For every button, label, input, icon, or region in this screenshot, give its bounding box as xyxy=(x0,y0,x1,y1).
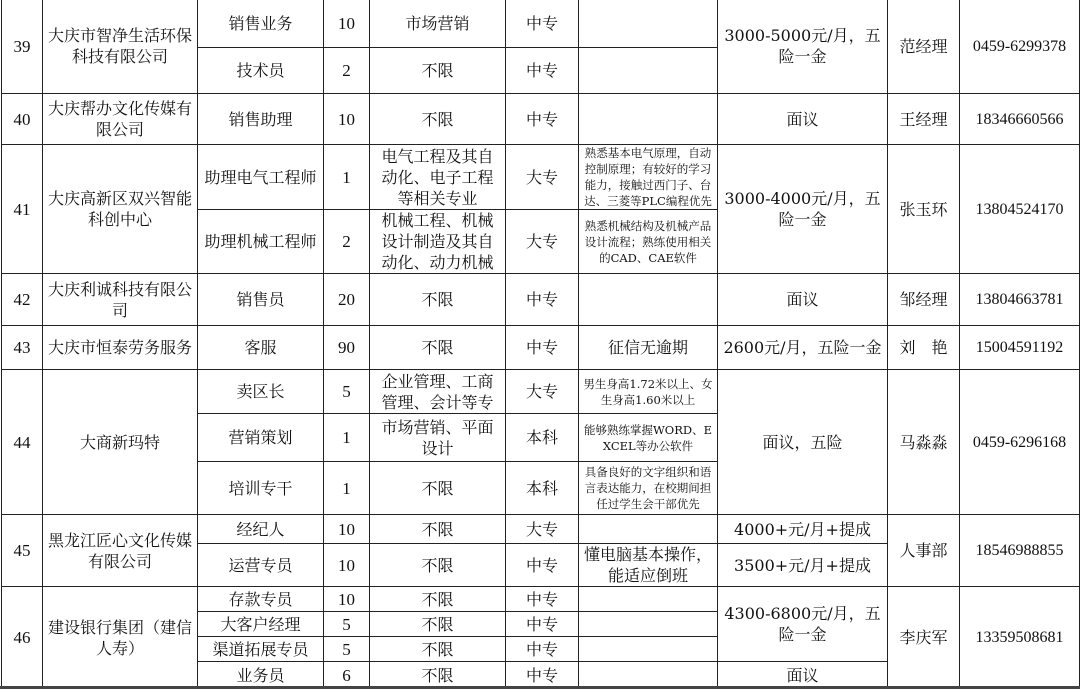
headcount: 10 xyxy=(324,0,370,48)
major: 不限 xyxy=(370,587,506,612)
requirements xyxy=(579,48,718,94)
major: 不限 xyxy=(370,326,506,370)
education: 中专 xyxy=(506,544,579,587)
education: 中专 xyxy=(506,587,579,612)
requirements: 熟悉基本电气原理，自动控制原理；有较好的学习能力，接触过西门子、台达、三菱等PLC编程优先 xyxy=(579,145,718,210)
job-title: 卖区长 xyxy=(198,370,324,414)
headcount: 5 xyxy=(324,370,370,414)
table-row xyxy=(2,326,1080,370)
phone-number: 0459-6299378 xyxy=(960,0,1080,94)
major: 不限 xyxy=(370,462,506,515)
major: 不限 xyxy=(370,544,506,587)
requirements: 熟悉机械结构及机械产品设计流程；熟练使用相关的CAD、CAE软件 xyxy=(579,210,718,274)
job-listing-table xyxy=(1,0,1080,689)
requirements xyxy=(579,0,718,48)
requirements xyxy=(579,612,718,637)
salary: 3000-4000元/月，五险一金 xyxy=(718,145,888,274)
table-row xyxy=(2,515,1080,544)
phone-number: 18546988855 xyxy=(960,515,1080,587)
salary: 4000+元/月+提成 xyxy=(718,515,888,544)
table-row xyxy=(2,587,1080,612)
education: 大专 xyxy=(506,210,579,274)
company-name: 建设银行集团（建信人寿） xyxy=(43,587,198,689)
headcount: 10 xyxy=(324,587,370,612)
job-title: 销售员 xyxy=(198,274,324,326)
major: 不限 xyxy=(370,637,506,662)
salary: 4300-6800元/月，五险一金 xyxy=(718,587,888,662)
job-title: 技术员 xyxy=(198,48,324,94)
education: 中专 xyxy=(506,274,579,326)
requirements: 征信无逾期 xyxy=(579,326,718,370)
contact-person: 范经理 xyxy=(888,0,960,94)
contact-person: 刘 艳 xyxy=(888,326,960,370)
requirements: 懂电脑基本操作，能适应倒班 xyxy=(579,544,718,587)
job-title: 经纪人 xyxy=(198,515,324,544)
headcount: 20 xyxy=(324,274,370,326)
row-number: 44 xyxy=(2,370,43,515)
major: 不限 xyxy=(370,94,506,145)
requirements xyxy=(579,587,718,612)
phone-number: 0459-6296168 xyxy=(960,370,1080,515)
contact-person: 张玉环 xyxy=(888,145,960,274)
job-title: 大客户经理 xyxy=(198,612,324,637)
table-row xyxy=(2,145,1080,210)
salary: 面议，五险 xyxy=(718,370,888,515)
table-row xyxy=(2,0,1080,48)
job-title: 销售助理 xyxy=(198,94,324,145)
company-name: 大商新玛特 xyxy=(43,370,198,515)
education: 本科 xyxy=(506,462,579,515)
job-title: 渠道拓展专员 xyxy=(198,637,324,662)
education: 中专 xyxy=(506,0,579,48)
row-number: 39 xyxy=(2,0,43,94)
requirements xyxy=(579,94,718,145)
job-title: 营销策划 xyxy=(198,414,324,462)
requirements xyxy=(579,515,718,544)
major: 不限 xyxy=(370,274,506,326)
contact-person: 马淼淼 xyxy=(888,370,960,515)
row-number: 40 xyxy=(2,94,43,145)
row-number: 43 xyxy=(2,326,43,370)
education: 中专 xyxy=(506,637,579,662)
job-title: 客服 xyxy=(198,326,324,370)
headcount: 10 xyxy=(324,544,370,587)
table-row xyxy=(2,370,1080,414)
job-title: 销售业务 xyxy=(198,0,324,48)
job-title: 助理机械工程师 xyxy=(198,210,324,274)
major: 不限 xyxy=(370,515,506,544)
contact-person: 王经理 xyxy=(888,94,960,145)
row-number: 45 xyxy=(2,515,43,587)
company-name: 大庆市恒泰劳务服务 xyxy=(43,326,198,370)
headcount: 90 xyxy=(324,326,370,370)
phone-number: 18346660566 xyxy=(960,94,1080,145)
headcount: 5 xyxy=(324,637,370,662)
requirements xyxy=(579,637,718,662)
education: 中专 xyxy=(506,48,579,94)
phone-number: 15004591192 xyxy=(960,326,1080,370)
row-number: 46 xyxy=(2,587,43,689)
requirements: 男生身高1.72米以上、女生身高1.60米以上 xyxy=(579,370,718,414)
education: 中专 xyxy=(506,94,579,145)
row-number: 42 xyxy=(2,274,43,326)
education: 大专 xyxy=(506,515,579,544)
headcount: 1 xyxy=(324,145,370,210)
contact-person: 人事部 xyxy=(888,515,960,587)
headcount: 1 xyxy=(324,462,370,515)
company-name: 黑龙江匠心文化传媒有限公司 xyxy=(43,515,198,587)
company-name: 大庆高新区双兴智能科创中心 xyxy=(43,145,198,274)
education: 本科 xyxy=(506,414,579,462)
education: 中专 xyxy=(506,662,579,689)
requirements: 能够熟练掌握WORD、EXCEL等办公软件 xyxy=(579,414,718,462)
education: 中专 xyxy=(506,612,579,637)
salary: 3500+元/月+提成 xyxy=(718,544,888,587)
headcount: 2 xyxy=(324,48,370,94)
major: 不限 xyxy=(370,662,506,689)
major: 电气工程及其自动化、电子工程等相关专业 xyxy=(370,145,506,210)
salary: 面议 xyxy=(718,274,888,326)
headcount: 10 xyxy=(324,515,370,544)
requirements xyxy=(579,662,718,689)
phone-number: 13804524170 xyxy=(960,145,1080,274)
requirements: 具备良好的文字组织和语言表达能力，在校期间担任过学生会干部优先 xyxy=(579,462,718,515)
headcount: 1 xyxy=(324,414,370,462)
table-row xyxy=(2,274,1080,326)
company-name: 大庆帮办文化传媒有限公司 xyxy=(43,94,198,145)
education: 大专 xyxy=(506,370,579,414)
salary: 2600元/月，五险一金 xyxy=(718,326,888,370)
major: 机械工程、机械设计制造及其自动化、动力机械 xyxy=(370,210,506,274)
company-name: 大庆市智净生活环保科技有限公司 xyxy=(43,0,198,94)
salary: 3000-5000元/月，五险一金 xyxy=(718,0,888,94)
major: 不限 xyxy=(370,612,506,637)
row-number: 41 xyxy=(2,145,43,274)
salary: 面议 xyxy=(718,662,888,689)
major: 市场营销、平面设计 xyxy=(370,414,506,462)
major: 不限 xyxy=(370,48,506,94)
job-title: 存款专员 xyxy=(198,587,324,612)
contact-person: 邹经理 xyxy=(888,274,960,326)
headcount: 5 xyxy=(324,612,370,637)
table-row xyxy=(2,94,1080,145)
headcount: 2 xyxy=(324,210,370,274)
education: 大专 xyxy=(506,145,579,210)
job-title: 培训专干 xyxy=(198,462,324,515)
contact-person: 李庆军 xyxy=(888,587,960,689)
requirements xyxy=(579,274,718,326)
education: 中专 xyxy=(506,326,579,370)
headcount: 6 xyxy=(324,662,370,689)
headcount: 10 xyxy=(324,94,370,145)
company-name: 大庆利诚科技有限公司 xyxy=(43,274,198,326)
major: 企业管理、工商管理、会计等专 xyxy=(370,370,506,414)
phone-number: 13359508681 xyxy=(960,587,1080,689)
major: 市场营销 xyxy=(370,0,506,48)
salary: 面议 xyxy=(718,94,888,145)
job-title: 业务员 xyxy=(198,662,324,689)
phone-number: 13804663781 xyxy=(960,274,1080,326)
job-title: 运营专员 xyxy=(198,544,324,587)
job-title: 助理电气工程师 xyxy=(198,145,324,210)
